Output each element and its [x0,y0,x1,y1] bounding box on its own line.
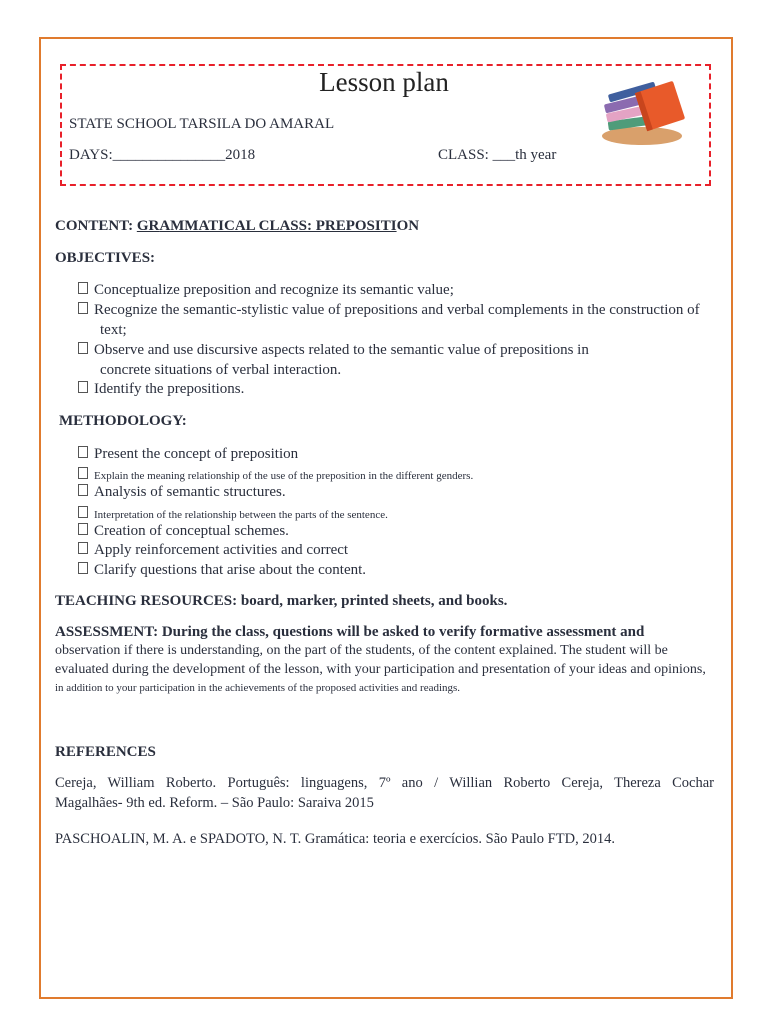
bullet-box-icon [78,381,88,393]
list-item: Analysis of semantic structures. [78,484,286,501]
list-item: Apply reinforcement activities and correct [78,542,348,559]
assessment-heading: ASSESSMENT: During the class, questions will be asked to verify formative assessment and [55,624,645,640]
content-heading: CONTENT: GRAMMATICAL CLASS: PREPOSITION [55,218,420,234]
bullet-box-icon [78,282,88,294]
list-item: Explain the meaning relationship of the use of the preposition in the different genders. [78,467,473,482]
stack-of-books-icon [598,74,694,150]
class-field: CLASS: ___th year [438,147,557,163]
bullet-box-icon [78,506,88,518]
page-title: Lesson plan [319,67,449,97]
list-item: Clarify questions that arise about the content. [78,562,366,579]
objectives-heading: OBJECTIVES: [55,250,156,266]
bullet-box-icon [78,542,88,554]
list-item: Present the concept of preposition [78,446,298,463]
list-item-continued: text; [100,322,127,338]
list-item: Identify the prepositions. [78,381,244,398]
school-name: STATE SCHOOL TARSILA DO AMARAL [69,116,335,132]
assessment-text: in addition to your participation in the achievements of the proposed activities and readings. [55,682,461,694]
bullet-box-icon [78,467,88,479]
bullet-box-icon [78,342,88,354]
days-field: DAYS:_______________2018 [69,147,256,163]
assessment-text: evaluated during the development of the lesson, with your participation and presentation of your ideas and opinions, [55,662,706,677]
list-item: Creation of conceptual schemes. [78,523,289,540]
bullet-box-icon [78,484,88,496]
reference-item-continued: Magalhães- 9th ed. Reform. – São Paulo: Saraiva 2015 [55,795,374,811]
list-item: Recognize the semantic-stylistic value of prepositions and verbal complements in the construction of [78,302,700,319]
bullet-box-icon [78,562,88,574]
reference-item: PASCHOALIN, M. A. e SPADOTO, N. T. Gramática: teoria e exercícios. São Paulo FTD, 2014. [55,831,615,847]
assessment-text: observation if there is understanding, on the part of the students, of the content explained. The student will be [55,643,668,658]
bullet-box-icon [78,446,88,458]
list-item: Interpretation of the relationship between the parts of the sentence. [78,506,388,521]
bullet-box-icon [78,302,88,314]
methodology-heading: METHODOLOGY: [59,413,187,429]
reference-item: Cereja, William Roberto. Português: linguagens, 7º ano / Willian Roberto Cereja, Thereza Cochar [55,775,714,791]
list-item-continued: concrete situations of verbal interaction. [100,362,342,378]
references-heading: REFERENCES [55,744,156,760]
list-item: Observe and use discursive aspects related to the semantic value of prepositions in [78,342,589,359]
list-item: Conceptualize preposition and recognize its semantic value; [78,282,454,299]
bullet-box-icon [78,523,88,535]
teaching-resources: TEACHING RESOURCES: board, marker, printed sheets, and books. [55,593,508,609]
